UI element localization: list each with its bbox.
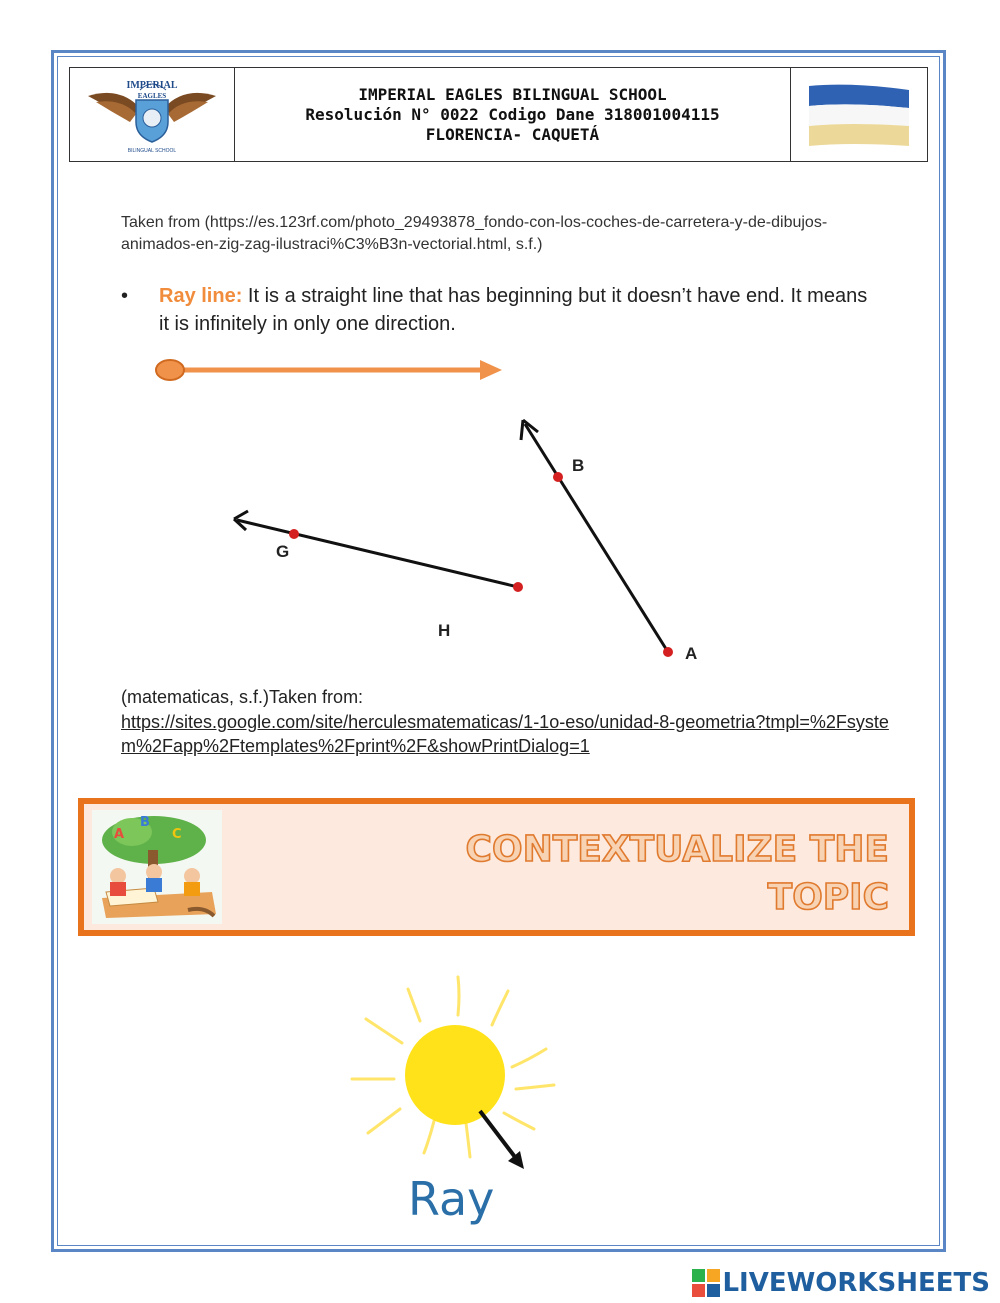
label-h: H bbox=[438, 621, 451, 640]
point-b bbox=[553, 472, 563, 482]
banner-title-line2: TOPIC bbox=[767, 877, 889, 918]
logo-word-middle: EAGLES bbox=[137, 92, 167, 100]
image-source-citation: Taken from (https://es.123rf.com/photo_29493878_fondo-con-los-coches-de-carretera-y-de-dibujos-animados-en-zig-zag-ilustraci%C3%B3n-vectorial.html, s.f.) bbox=[121, 214, 828, 253]
point-g bbox=[289, 529, 299, 539]
liveworksheets-brand: LIVEWORKSHEETS bbox=[722, 1268, 990, 1298]
liveworksheets-logo[interactable] bbox=[692, 1266, 990, 1300]
logo-word-bottom: BILINGUAL SCHOOL bbox=[127, 148, 177, 154]
orange-ray-example bbox=[156, 360, 502, 380]
label-a: A bbox=[685, 644, 698, 663]
liveworksheets-badge-icon bbox=[692, 1269, 720, 1297]
svg-text:C: C bbox=[172, 827, 182, 842]
kids-reading-illustration bbox=[92, 810, 222, 924]
definition-term: Ray line: bbox=[159, 285, 243, 307]
school-name: IMPERIAL EAGLES BILINGUAL SCHOOL bbox=[358, 84, 667, 104]
point-h bbox=[513, 582, 523, 592]
svg-text:B: B bbox=[140, 815, 150, 830]
ray-ab bbox=[521, 420, 673, 657]
ray-caption: Ray bbox=[408, 1172, 495, 1226]
banner-title bbox=[466, 826, 889, 922]
school-location: FLORENCIA- CAQUETÁ bbox=[425, 124, 600, 144]
banner-title-line1: CONTEXTUALIZE THE bbox=[465, 829, 889, 870]
point-a bbox=[663, 647, 673, 657]
school-resolution: Resolución N° 0022 Codigo Dane 318001004115 bbox=[305, 104, 720, 124]
label-g: G bbox=[276, 542, 290, 561]
definition-body: It is a straight line that has beginning but it doesn’t have end. It means it is infinitely in only one direction. bbox=[159, 285, 868, 335]
sun-ray-illustration bbox=[340, 975, 600, 1235]
logo-word-top: IMPERIAL bbox=[126, 80, 178, 91]
source-link[interactable]: https://sites.google.com/site/herculesmatematicas/1-1o-eso/unidad-8-geometria?tmpl=%2Fsystem%2Fapp%2Ftemplates%2Fprint%2F&showPrintDialog=1 bbox=[121, 711, 889, 756]
contextualize-banner bbox=[78, 798, 915, 936]
label-b: B bbox=[572, 456, 585, 475]
bullet-icon: • bbox=[121, 285, 129, 307]
citation-text: (matematicas, s.f.)Taken from: bbox=[121, 687, 364, 707]
sun-icon bbox=[405, 1025, 505, 1125]
figure-source-citation bbox=[121, 685, 891, 759]
svg-text:A: A bbox=[114, 827, 125, 842]
